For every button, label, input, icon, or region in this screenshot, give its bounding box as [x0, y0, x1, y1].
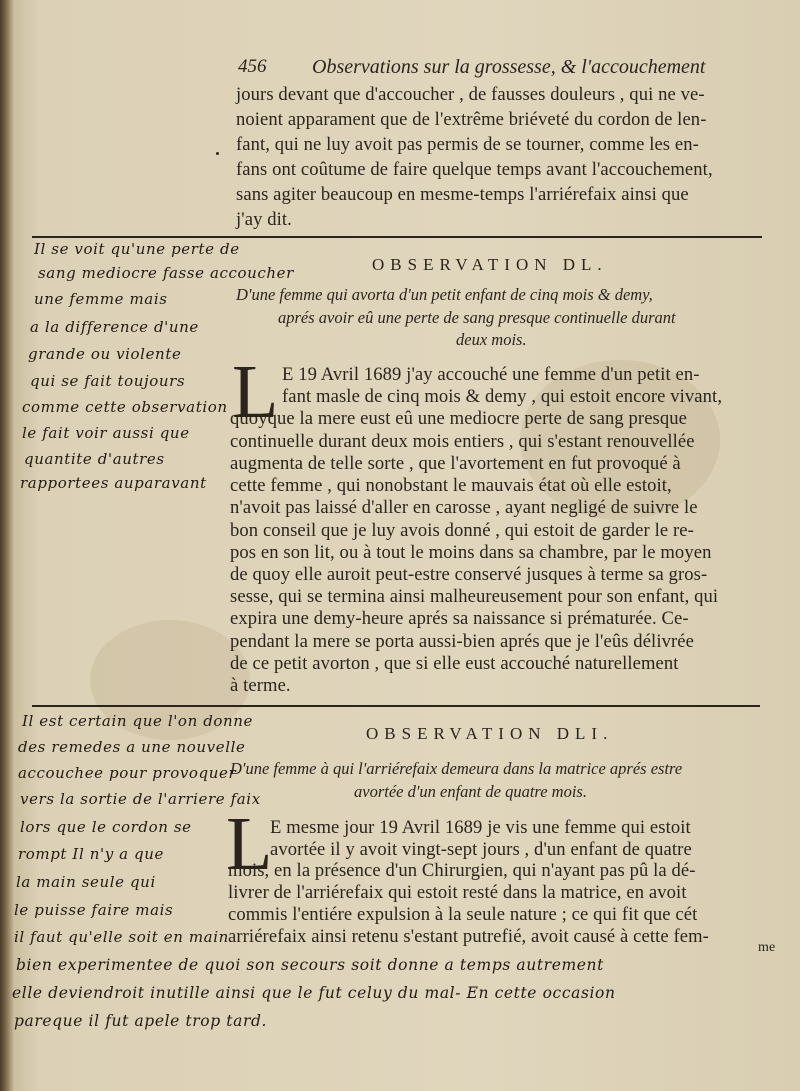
handwritten-note: sang mediocre fasse accoucher [38, 264, 294, 282]
handwritten-note: le fait voir aussi que [22, 424, 190, 442]
body-line: avortée il y avoit vingt-sept jours , d'un enfant de quatre [270, 839, 692, 860]
body-line: commis l'entiére expulsion à la seule nature ; ce qui fit que cét [228, 904, 698, 925]
handwritten-note: qui se fait toujours [30, 372, 186, 390]
observation-heading: OBSERVATION DLI. [366, 724, 614, 743]
running-title: Observations sur la grossesse, & l'accouchement [312, 56, 706, 78]
handwritten-note: lors que le cordon se [20, 818, 192, 836]
handwritten-note: accouchee pour provoquer [18, 764, 237, 782]
observation-subtitle: aprés avoir eû une perte de sang presque continuelle durant [278, 308, 676, 327]
handwritten-note: Il se voit qu'une perte de [34, 240, 240, 258]
body-line: quoyque la mere eust eû une mediocre perte de sang presque [230, 408, 688, 429]
body-line: pendant la mere se porta aussi-bien aprés que je l'eûs délivrée [230, 631, 694, 652]
body-line: j'ay dit. [236, 209, 292, 230]
body-line: pos en son lit, ou à tout le moins dans sa chambre, par le moyen [230, 542, 712, 563]
observation-heading: OBSERVATION DL. [372, 255, 608, 274]
body-line: n'avoit pas laissé d'aller en carosse , ayant negligé de suivre le [230, 497, 698, 518]
handwritten-note: la main seule qui [16, 873, 156, 891]
body-line-end: me [758, 940, 776, 955]
handwritten-note: a la difference d'une [30, 318, 199, 336]
body-line: à terme. [230, 675, 291, 696]
body-line: de quoy elle auroit peut-estre conservé jusques à terme sa gros- [230, 564, 708, 585]
body-line: jours devant que d'accoucher , de fausses douleurs , qui ne ve- [236, 84, 705, 105]
handwritten-note: vers la sortie de l'arriere faix [20, 790, 261, 808]
handwritten-note: des remedes a une nouvelle [18, 738, 246, 756]
body-line: expira une demy-heure aprés sa naissance si prématurée. Ce- [230, 608, 689, 629]
body-line: de ce petit avorton , que si elle eust accouché naturellement [230, 653, 679, 674]
handwritten-note: pareque il fut apele trop tard. [14, 1012, 268, 1030]
observation-subtitle: deux mois. [456, 330, 527, 349]
handwritten-note: une femme mais [34, 290, 168, 308]
handwritten-note: rapportees auparavant [20, 474, 207, 492]
body-line: noient apparament que de l'extrême briéveté du cordon de len- [236, 109, 707, 130]
body-line: fant, qui ne luy avoit pas permis de se tourner, comme les en- [236, 134, 699, 155]
drop-cap: L [226, 802, 273, 886]
handwritten-note: il faut qu'elle soit en main [14, 928, 229, 946]
section-rule [32, 236, 762, 238]
body-line: sans agiter beaucoup en mesme-temps l'arriérefaix ainsi que [236, 184, 689, 205]
body-line: augmenta de telle sorte , que l'avortement en fut provoqué à [230, 453, 681, 474]
drop-cap: L [232, 350, 279, 434]
handwritten-note: comme cette observation [22, 398, 228, 416]
page-number: 456 [238, 56, 267, 77]
body-line: sesse, qui se termina ainsi malheureusement pour son enfant, qui [230, 586, 719, 607]
body-line: continuelle durant deux mois entiers , qui s'estant renouvellée [230, 431, 695, 452]
handwritten-note: le puisse faire mais [14, 901, 174, 919]
observation-subtitle: D'une femme à qui l'arriérefaix demeura dans la matrice aprés estre [230, 759, 683, 778]
body-line: bon conseil que je luy avois donné , qui estoit de garder le re- [230, 520, 694, 541]
body-line: fant masle de cinq mois & demy , qui estoit encore vivant, [282, 386, 723, 407]
ink-dot [216, 152, 219, 155]
body-line: fans ont coûtume de faire quelque temps avant l'accouchement, [236, 159, 713, 180]
handwritten-note: quantite d'autres [24, 450, 165, 468]
observation-subtitle: avortée d'un enfant de quatre mois. [354, 782, 587, 801]
handwritten-note: Il est certain que l'on donne [22, 712, 254, 730]
handwritten-note: grande ou violente [28, 345, 182, 363]
handwritten-note: rompt Il n'y a que [18, 845, 164, 863]
body-line: livrer de l'arriérefaix qui estoit resté dans la matrice, en avoit [228, 882, 687, 903]
handwritten-note: bien experimentee de quoi son secours soit donne a temps autrement [16, 956, 604, 974]
body-line: arriérefaix ainsi retenu s'estant putrefié, avoit causé à cette fem- [228, 926, 709, 947]
body-line: cette femme , qui nonobstant le mauvais état où elle estoit, [230, 475, 672, 496]
body-line: E 19 Avril 1689 j'ay accouché une femme d'un petit en- [282, 364, 700, 385]
section-rule [32, 705, 760, 707]
handwritten-note: elle deviendroit inutille ainsi que le fut celuy du mal- En cette occasion [12, 984, 616, 1002]
body-line: E mesme jour 19 Avril 1689 je vis une femme qui estoit [270, 817, 691, 838]
observation-subtitle: D'une femme qui avorta d'un petit enfant de cinq mois & demy, [236, 285, 653, 304]
body-line: mois, en la présence d'un Chirurgien, qui n'ayant pas pû la dé- [228, 860, 696, 881]
